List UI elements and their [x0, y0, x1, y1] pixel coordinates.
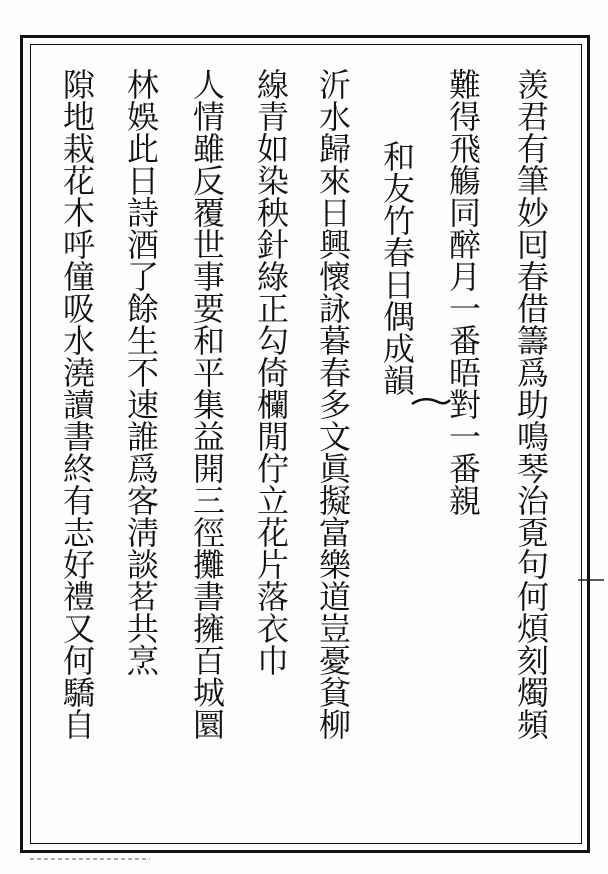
text-column-7: 林娛此日詩酒了餘生不速誰爲客淸談茗共烹: [122, 68, 160, 676]
text-column-5: 線青如染秧針綠正勾倚欄閒佇立花片落衣巾: [252, 68, 290, 676]
page-footer-mark: [30, 856, 150, 862]
text-column-2: 難得飛觴同醉月一番晤對一番親: [444, 68, 482, 516]
text-column-1: 羡君有筆妙囘春借籌爲助鳴琴治覔句何煩刻燭頻: [512, 68, 550, 740]
text-column-6: 人情雖反覆世事要和平集益開三徑攤書擁百城圜: [188, 68, 226, 740]
text-column-8: 隙地栽花木呼僮吸水澆讀書終有志好禮又何驕自: [58, 68, 96, 740]
page-edge-mark: [576, 576, 606, 584]
page-frame-inner: [30, 44, 582, 844]
poem-title-column: 和友竹春日偶成韻: [378, 140, 416, 396]
text-column-4: 沂水歸來日興懷詠暮春多文眞擬富樂道豈憂貧柳: [314, 68, 352, 740]
ink-swash-mark: [410, 392, 452, 412]
